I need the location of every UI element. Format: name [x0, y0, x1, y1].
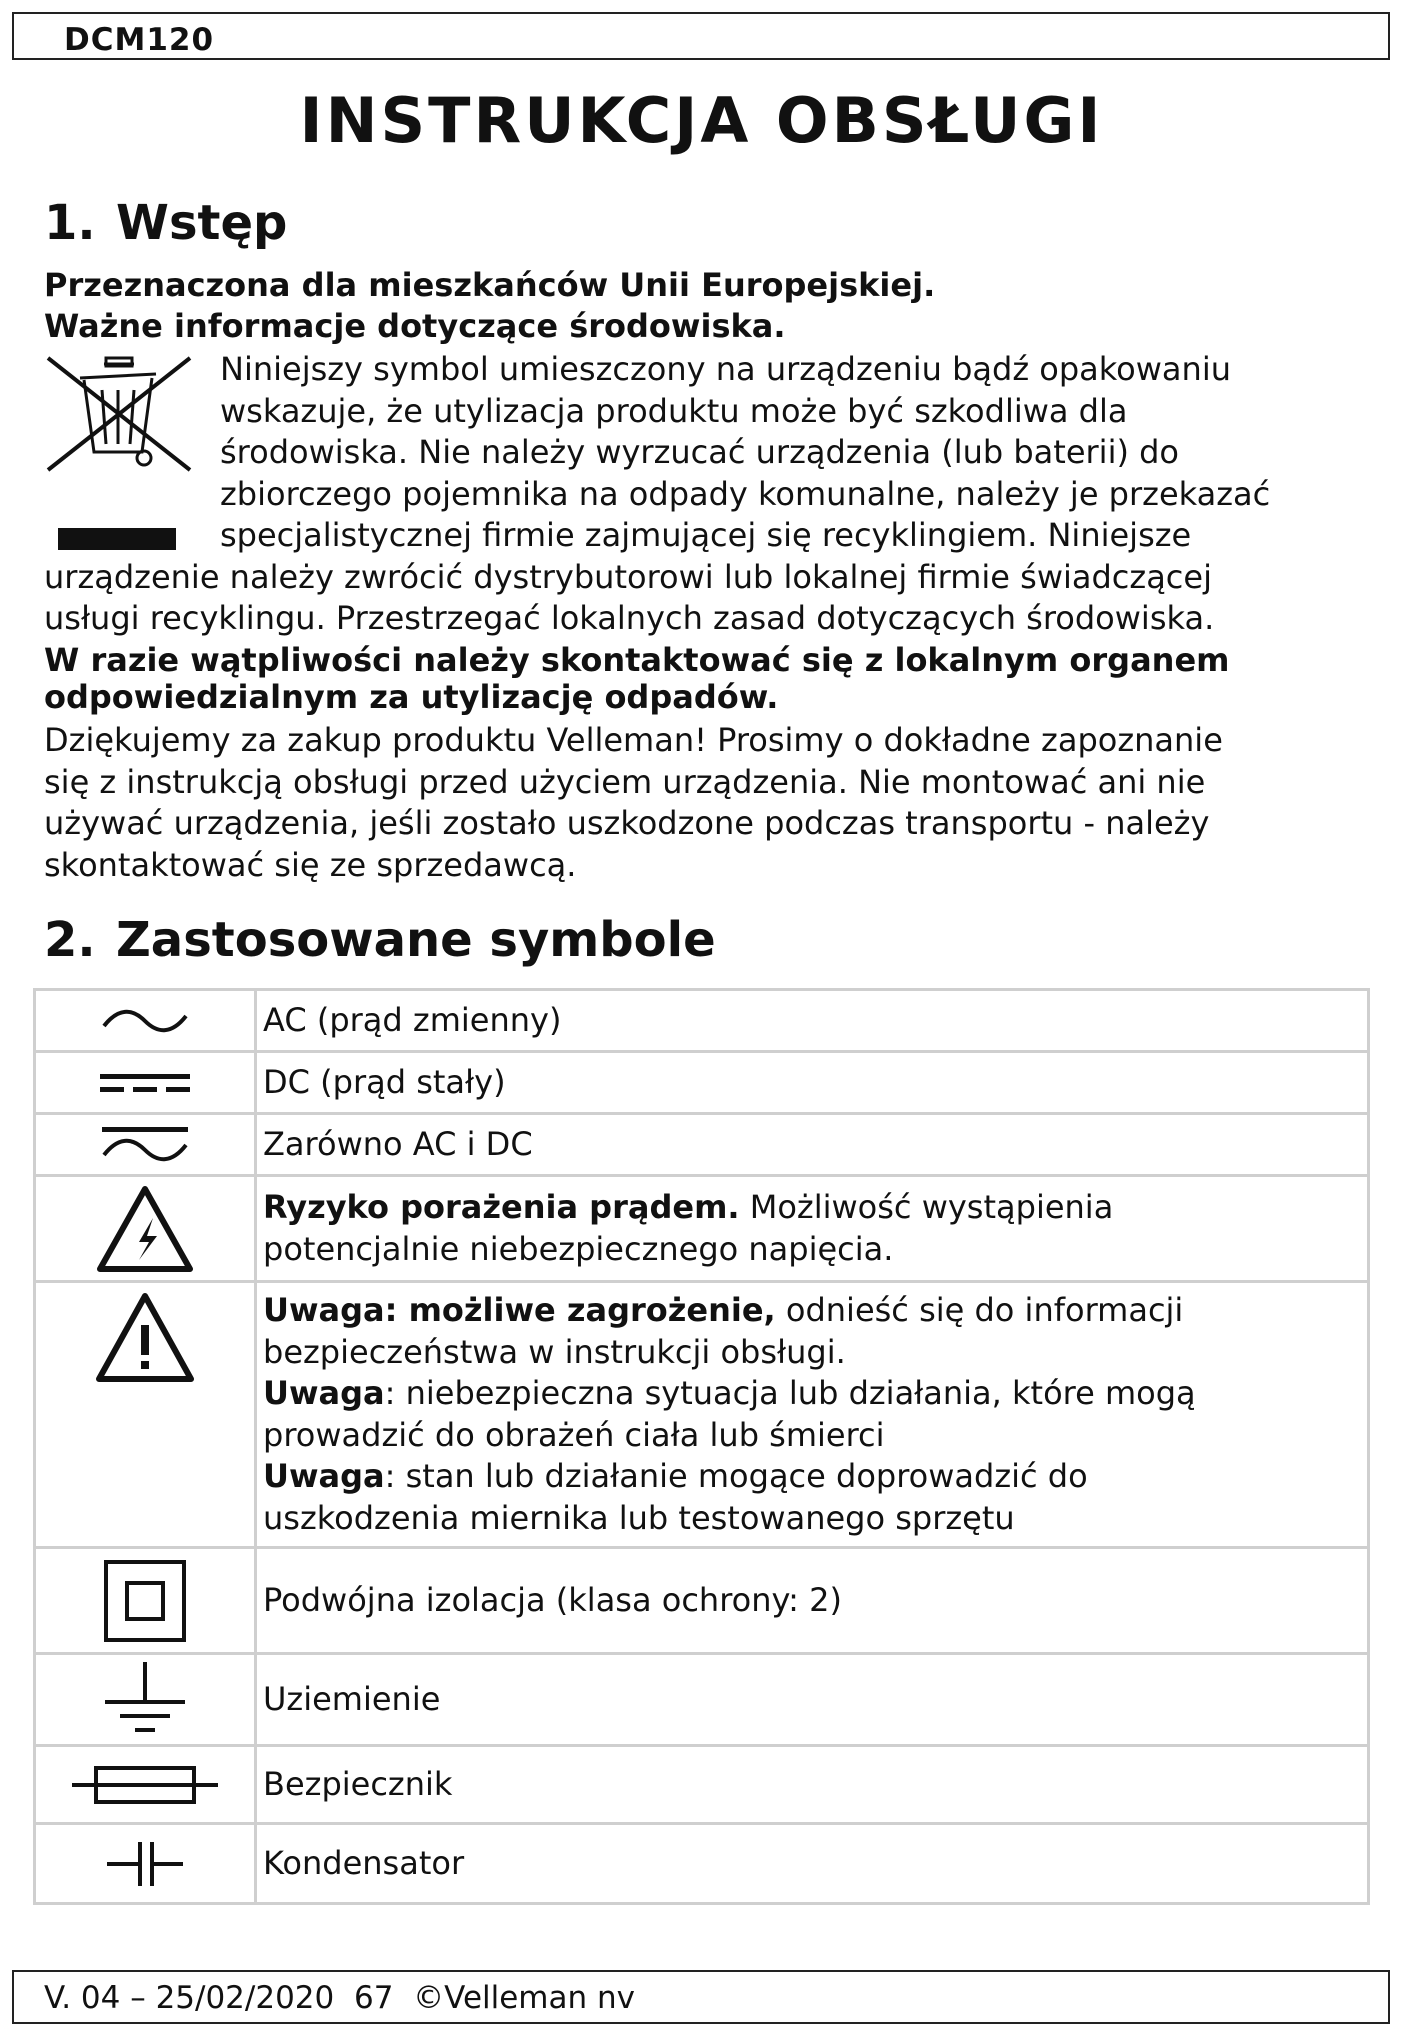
thanks-line-2: się z instrukcją obsługi przed użyciem urządzenia. Nie montować ani nie	[44, 762, 1206, 801]
footer-version: V. 04 – 25/02/2020	[44, 1980, 335, 2016]
env-line-7: usługi recyklingu. Przestrzegać lokalnych zasad dotyczących środowiska.	[44, 599, 1215, 637]
icon-cell	[35, 1282, 256, 1548]
icon-cell	[35, 1654, 256, 1746]
warning-line-2: odpowiedzialnym za utylizację odpadów.	[44, 678, 779, 716]
weee-bin-icon	[44, 354, 194, 474]
ground-icon	[102, 1660, 188, 1740]
header-box	[12, 12, 1390, 60]
table-row	[35, 1052, 1369, 1114]
table-row	[35, 1282, 1369, 1548]
env-line-1: Niniejszy symbol umieszczony na urządzeniu bądź opakowaniu	[220, 350, 1231, 388]
table-row	[35, 1654, 1369, 1746]
symbol-description	[256, 1176, 1369, 1282]
section-2-number: 2.	[44, 912, 96, 968]
section-1-heading	[44, 195, 287, 251]
icon-cell	[35, 1824, 256, 1904]
dc-icon	[98, 1068, 192, 1098]
thanks-line-1: Dziękujemy za zakup produktu Velleman! Prosimy o dokładne zapoznanie	[44, 721, 1223, 759]
double-insulation-icon	[103, 1559, 187, 1643]
table-row	[35, 1824, 1369, 1904]
desc-text: : stan lub działanie mogące doprowadzić do	[384, 1457, 1088, 1495]
symbol-description: Kondensator	[256, 1824, 1369, 1904]
section-1-title: Wstęp	[116, 195, 288, 251]
icon-cell	[35, 1052, 256, 1114]
warning-line-1: W razie wątpliwości należy skontaktować się z lokalnym organem	[44, 641, 1230, 679]
symbol-description: AC (prąd zmienny)	[256, 990, 1369, 1052]
footer-copyright: ©Velleman nv	[413, 1980, 635, 2016]
desc-text: odnieść się do informacji	[775, 1291, 1184, 1329]
symbol-description: Zarówno AC i DC	[256, 1114, 1369, 1176]
desc-text: Możliwość wystąpienia	[739, 1188, 1114, 1226]
ac-icon	[100, 1006, 190, 1036]
env-info-heading: Ważne informacje dotyczące środowiska.	[44, 307, 786, 345]
desc-text: uszkodzenia miernika lub testowanego sprzętu	[263, 1498, 1015, 1537]
eu-notice: Przeznaczona dla mieszkańców Unii Europejskiej.	[44, 266, 936, 304]
fuse-icon	[70, 1760, 220, 1810]
env-line-5: specjalistycznej firmie zajmującej się recyklingiem. Niniejsze	[220, 516, 1192, 554]
model-name: DCM120	[64, 22, 215, 58]
desc-bold: Uwaga	[263, 1457, 385, 1495]
section-2-title: Zastosowane symbole	[116, 912, 716, 968]
footer-page: 67	[353, 1980, 394, 2016]
env-line-4: zbiorczego pojemnika na odpady komunalne, należy je przekazać	[220, 474, 1271, 513]
desc-text: prowadzić do obrażeń ciała lub śmierci	[263, 1415, 885, 1454]
desc-text: potencjalnie niebezpiecznego napięcia.	[263, 1229, 894, 1268]
desc-bold: Uwaga	[263, 1374, 385, 1412]
ac-dc-icon	[100, 1123, 190, 1167]
section-1-number: 1.	[44, 195, 96, 251]
thanks-line-3: używać urządzenia, jeśli zostało uszkodzone podczas transportu - należy	[44, 804, 1210, 842]
symbol-description: DC (prąd stały)	[256, 1052, 1369, 1114]
warning-icon	[93, 1291, 197, 1385]
symbol-description	[256, 1282, 1369, 1548]
shock-hazard-icon	[95, 1184, 195, 1274]
desc-text: bezpieczeństwa w instrukcji obsługi.	[263, 1332, 846, 1371]
symbol-description: Podwójna izolacja (klasa ochrony: 2)	[256, 1548, 1369, 1654]
icon-cell	[35, 1114, 256, 1176]
table-row	[35, 990, 1369, 1052]
footer-box	[12, 1970, 1390, 2024]
env-line-6: urządzenie należy zwrócić dystrybutorowi lub lokalnej firmie świadczącej	[44, 557, 1212, 596]
symbol-description: Uziemienie	[256, 1654, 1369, 1746]
icon-cell	[35, 990, 256, 1052]
env-line-3: środowiska. Nie należy wyrzucać urządzenia (lub baterii) do	[220, 433, 1179, 471]
thanks-line-4: skontaktować się ze sprzedawcą.	[44, 845, 577, 884]
section-2-heading	[44, 912, 716, 968]
desc-bold: Ryzyko porażenia prądem.	[263, 1188, 740, 1226]
table-row	[35, 1114, 1369, 1176]
page-title: INSTRUKCJA OBSŁUGI	[299, 84, 1104, 157]
icon-cell	[35, 1548, 256, 1654]
icon-cell	[35, 1176, 256, 1282]
table-row	[35, 1746, 1369, 1824]
env-line-2: wskazuje, że utylizacja produktu może być szkodliwa dla	[220, 391, 1128, 430]
table-row	[35, 1176, 1369, 1282]
footer-text	[44, 1980, 635, 2016]
symbol-description: Bezpiecznik	[256, 1746, 1369, 1824]
table-row	[35, 1548, 1369, 1654]
icon-cell	[35, 1746, 256, 1824]
desc-text: : niebezpieczna sytuacja lub działania, które mogą	[384, 1374, 1196, 1412]
desc-bold: Uwaga: możliwe zagrożenie,	[263, 1291, 776, 1329]
weee-bar	[58, 528, 176, 550]
capacitor-icon	[105, 1839, 185, 1889]
symbols-table	[33, 988, 1370, 1905]
